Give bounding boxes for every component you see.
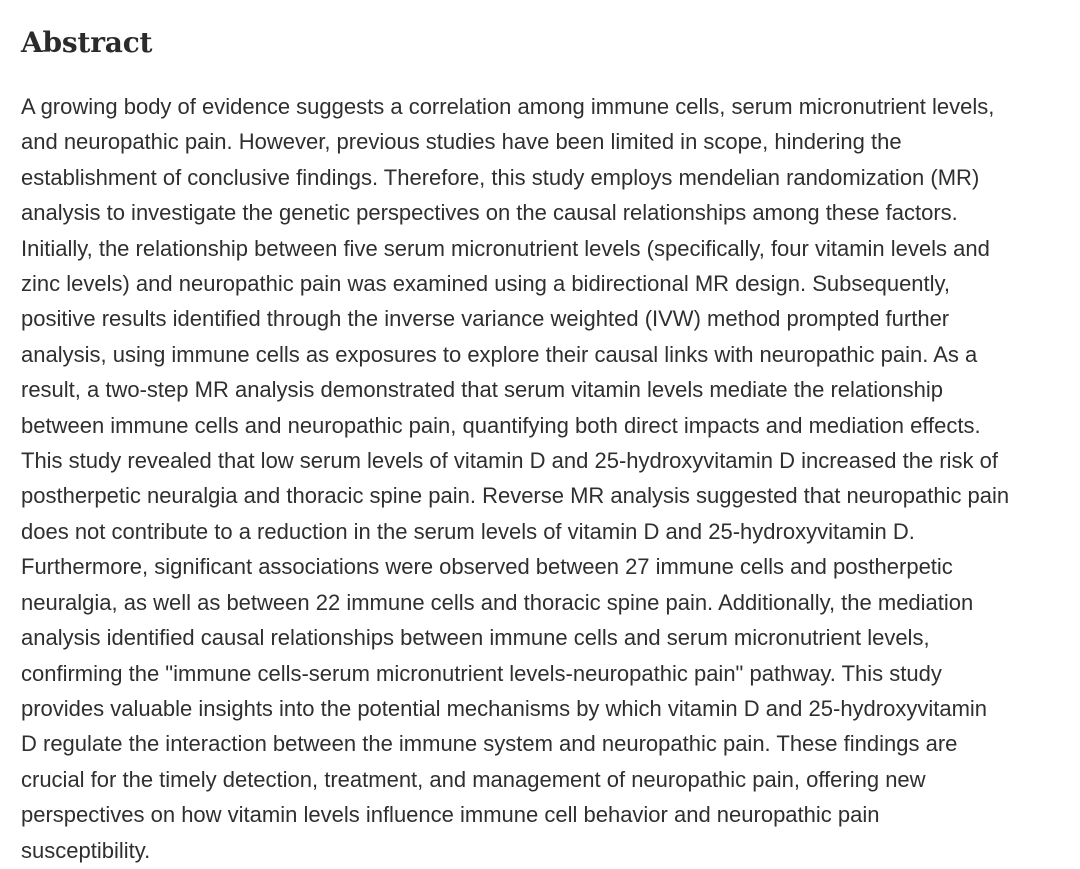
abstract-heading: Abstract xyxy=(21,26,153,59)
abstract-body: A growing body of evidence suggests a correlation among immune cells, serum micronutrient levels, and neuropathic pain. However, previous studies have been limited in scope, hindering the establishment of conclusive findings. Therefore, this study employs mendelian randomization (MR) analysis to investigate the genetic perspectives on the causal relationships among these factors. Initially, the relationship between five serum micronutrient levels (specifically, four vitamin levels and zinc levels) and neuropathic pain was examined using a bidirectional MR design. Subsequently, positive results identified through the inverse variance weighted (IVW) method prompted further analysis, using immune cells as exposures to explore their causal links with neuropathic pain. As a result, a two-step MR analysis demonstrated that serum vitamin levels mediate the relationship between immune cells and neuropathic pain, quantifying both direct impacts and mediation effects. This study revealed that low serum levels of vitamin D and 25-hydroxyvitamin D increased the risk of postherpetic neuralgia and thoracic spine pain. Reverse MR analysis suggested that neuropathic pain does not contribute to a reduction in the serum levels of vitamin D and 25-hydroxyvitamin D. Furthermore, significant associations were observed between 27 immune cells and postherpetic neuralgia, as well as between 22 immune cells and thoracic spine pain. Additionally, the mediation analysis identified causal relationships between immune cells and serum micronutrient levels, confirming the "immune cells-serum micronutrient levels-neuropathic pain" pathway. This study provides valuable insights into the potential mechanisms by which vitamin D and 25-hydroxyvitamin D regulate the interaction between the immune system and neuropathic pain. These findings are crucial for the timely detection, treatment, and management of neuropathic pain, offering new perspectives on how vitamin levels influence immune cell behavior and neuropathic pain susceptibility. xyxy=(21,94,1010,863)
abstract-section xyxy=(21,0,1071,868)
